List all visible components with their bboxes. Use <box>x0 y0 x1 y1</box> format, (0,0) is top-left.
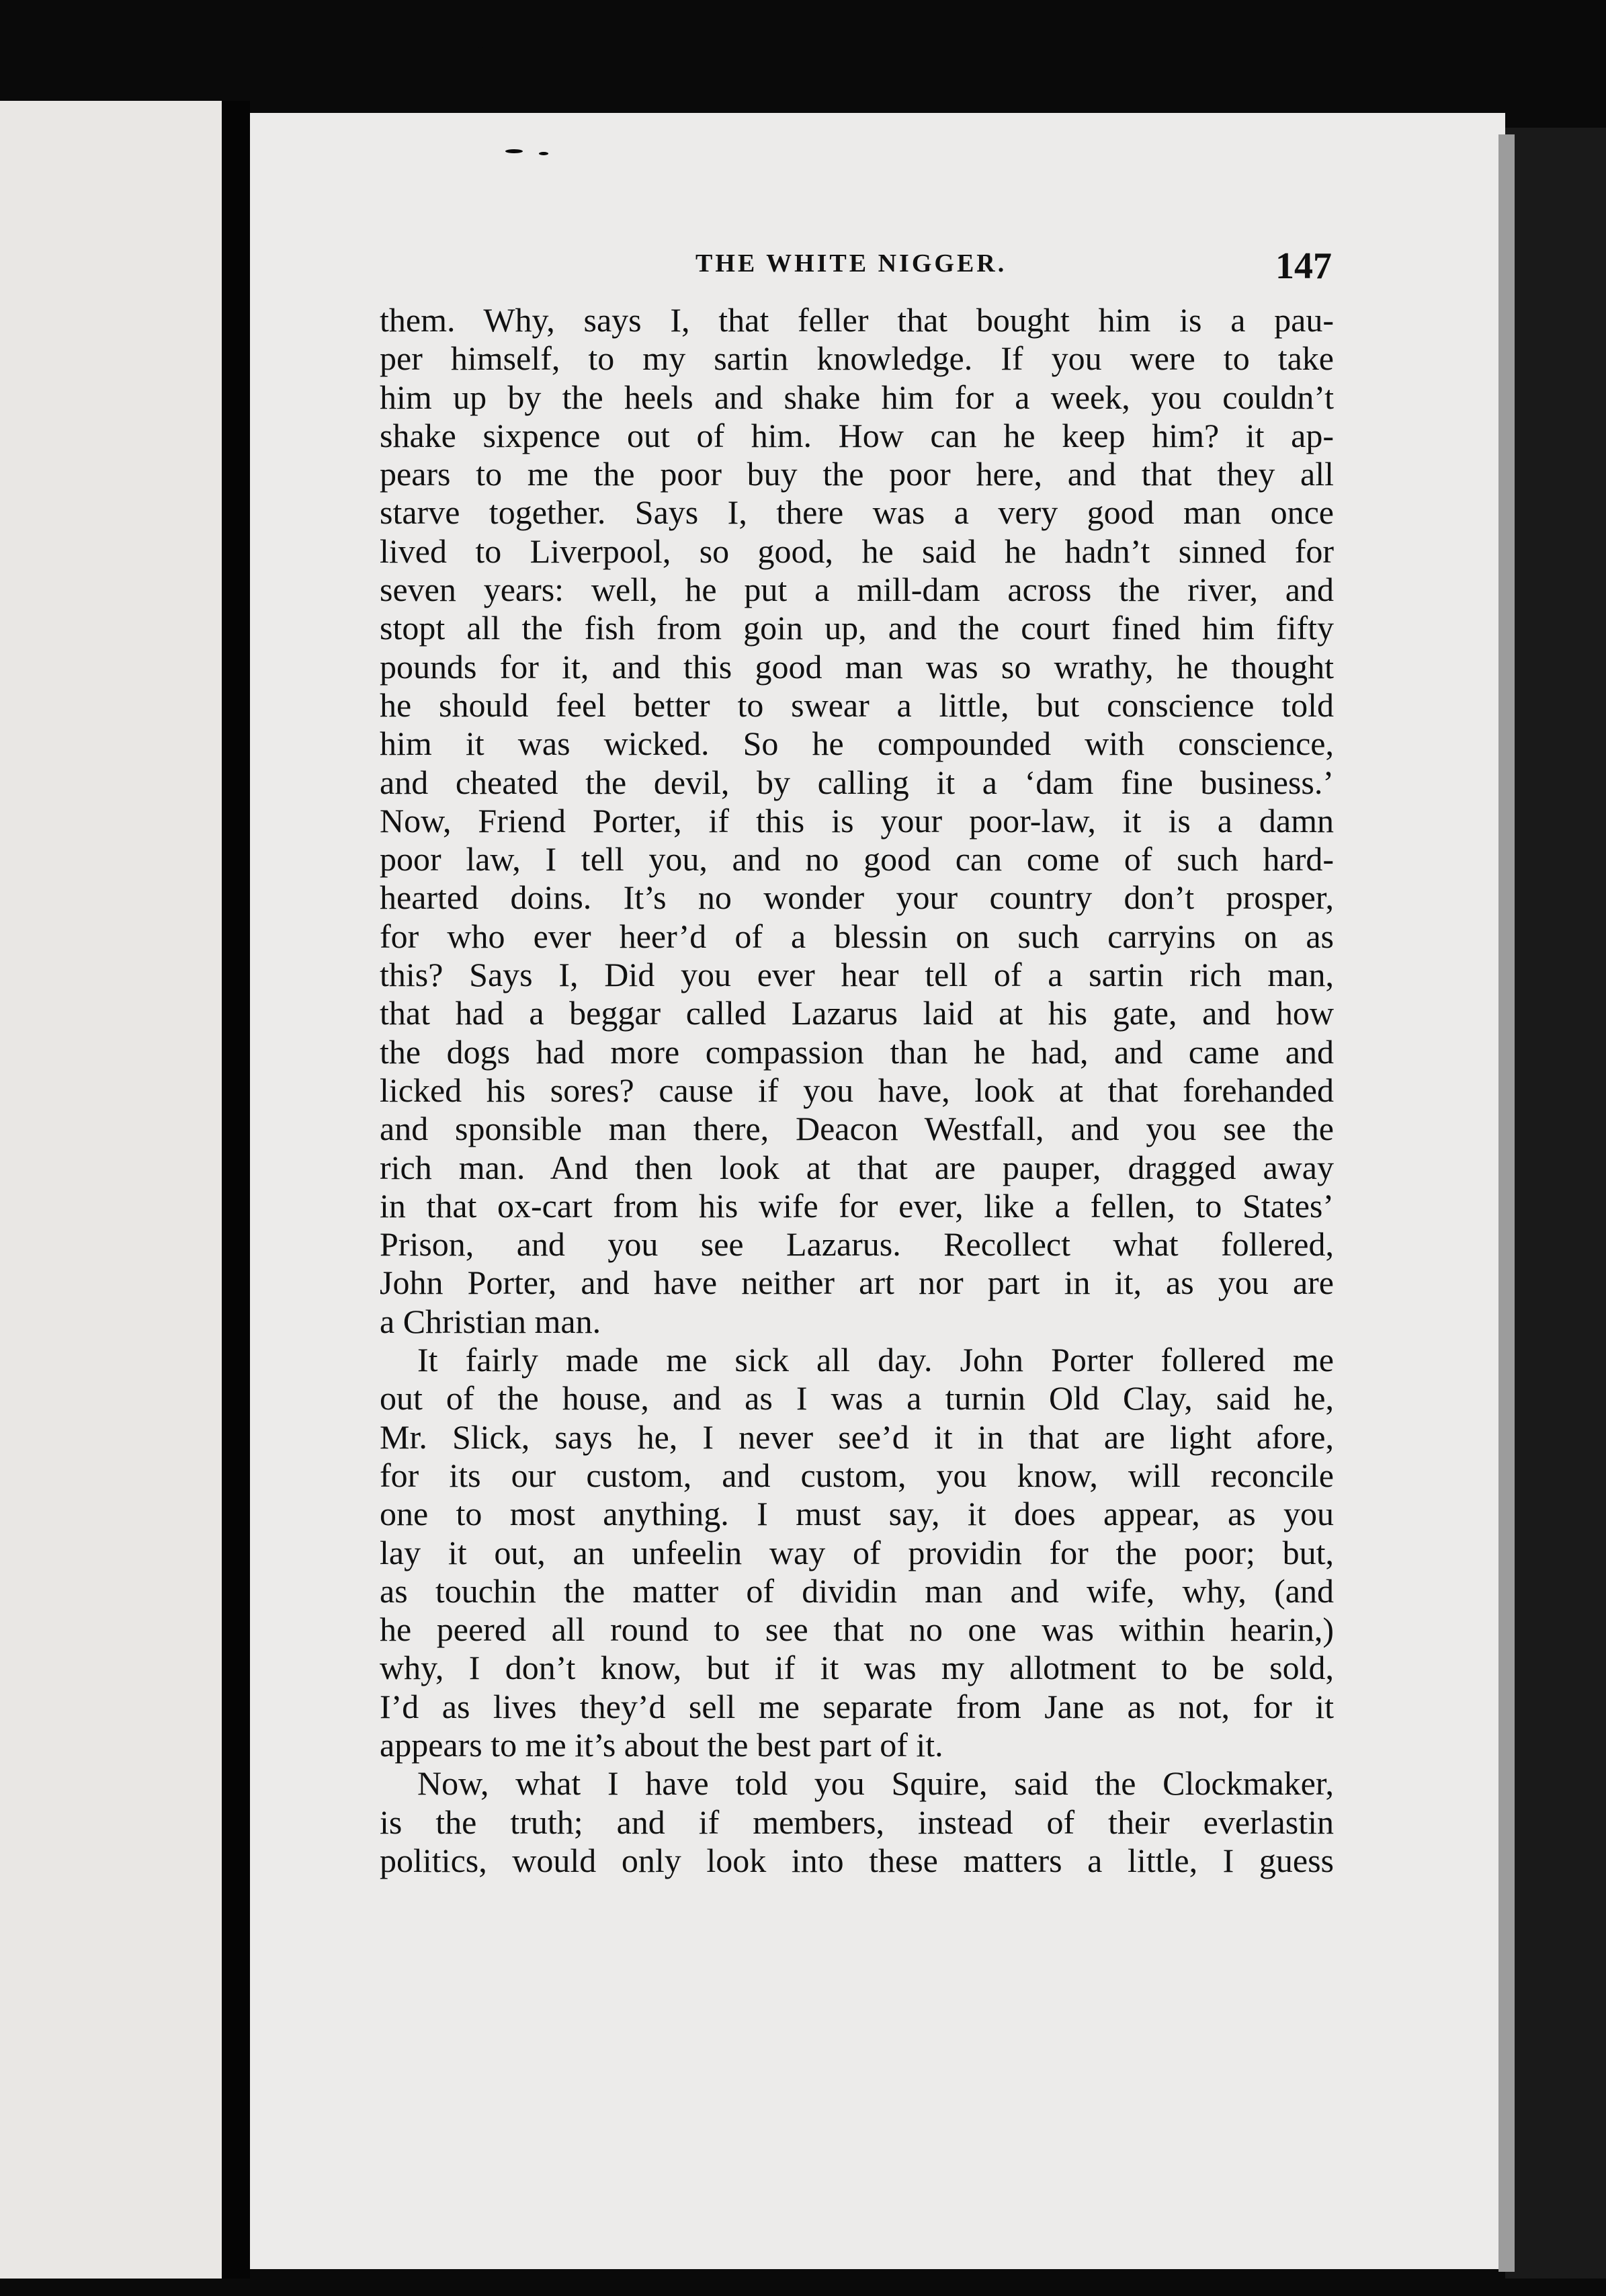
text-line: lived to Liverpool, so good, he said he hadn’t sinned for <box>380 532 1334 570</box>
text-line: I’d as lives they’d sell me separate from Jane as not, for it <box>380 1687 1334 1725</box>
text-line: per himself, to my sartin knowledge. If you were to take <box>380 339 1334 378</box>
running-header: THE WHITE NIGGER. <box>695 249 1007 278</box>
book-gutter <box>222 101 250 2279</box>
text-line: John Porter, and have neither art nor part in it, as you are <box>380 1264 1334 1302</box>
text-line: this? Says I, Did you ever hear tell of a sartin rich man, <box>380 956 1334 994</box>
text-line: one to most anything. I must say, it does appear, as you <box>380 1495 1334 1533</box>
text-line: a Christian man. <box>380 1302 601 1340</box>
text-line: them. Why, says I, that feller that bought him is a pau- <box>380 301 1334 339</box>
page-number: 147 <box>1275 245 1332 287</box>
text-line: for who ever heer’d of a blessin on such carryins on as <box>380 917 1334 955</box>
text-line: out of the house, and as I was a turnin Old Clay, said he, <box>380 1379 1334 1418</box>
text-line: pears to me the poor buy the poor here, and that they all <box>380 455 1334 493</box>
text-line: shake sixpence out of him. How can he keep him? it ap- <box>380 416 1334 454</box>
text-line: is the truth; and if members, instead of their everlastin <box>380 1803 1334 1841</box>
body-text <box>380 301 1334 1880</box>
page-shadow <box>1505 128 1606 2279</box>
text-line: the dogs had more compassion than he had, and came and <box>380 1032 1334 1071</box>
text-line: rich man. And then look at that are pauper, dragged away <box>380 1148 1334 1186</box>
text-line: and sponsible man there, Deacon Westfall, and you see the <box>380 1110 1334 1148</box>
text-line: him it was wicked. So he compounded with conscience, <box>380 725 1334 763</box>
text-line: for its our custom, and custom, you know, will reconcile <box>380 1456 1334 1494</box>
text-line: Prison, and you see Lazarus. Recollect what follered, <box>380 1225 1334 1264</box>
text-line: politics, would only look into these matters a little, I guess <box>380 1841 1334 1879</box>
text-line: licked his sores? cause if you have, look at that forehanded <box>380 1071 1334 1109</box>
text-line: as touchin the matter of dividin man and wife, why, (and <box>380 1571 1334 1610</box>
scan-speck <box>474 47 487 67</box>
text-line: and cheated the devil, by calling it a ‘dam fine business.’ <box>380 763 1334 801</box>
page-edge <box>1498 134 1515 2272</box>
text-line: in that ox-cart from his wife for ever, like a fellen, to States’ <box>380 1186 1334 1225</box>
text-line: It fairly made me sick all day. John Porter follered me <box>417 1341 1334 1379</box>
text-line: that had a beggar called Lazarus laid at his gate, and how <box>380 994 1334 1032</box>
text-line: pounds for it, and this good man was so wrathy, he thought <box>380 647 1334 686</box>
text-line: he should feel better to swear a little, but conscience told <box>380 686 1334 724</box>
scan-speck <box>539 152 548 155</box>
text-line: poor law, I tell you, and no good can come of such hard- <box>380 840 1334 878</box>
text-line: Now, what I have told you Squire, said the Clockmaker, <box>417 1764 1334 1803</box>
text-line: he peered all round to see that no one was within hearin,) <box>380 1610 1334 1649</box>
text-line: Mr. Slick, says he, I never see’d it in that are light afore, <box>380 1418 1334 1456</box>
text-line: starve together. Says I, there was a very good man once <box>380 493 1334 532</box>
text-line: why, I don’t know, but if it was my allotment to be sold, <box>380 1649 1334 1687</box>
text-line: stopt all the fish from goin up, and the court fined him fifty <box>380 609 1334 647</box>
scan-speck <box>505 149 523 153</box>
text-line: lay it out, an unfeelin way of providin for the poor; but, <box>380 1533 1334 1571</box>
text-line: him up by the heels and shake him for a week, you couldn’t <box>380 378 1334 416</box>
facing-page <box>0 101 222 2279</box>
text-line: appears to me it’s about the best part of it. <box>380 1725 943 1764</box>
text-line: Now, Friend Porter, if this is your poor-law, it is a damn <box>380 801 1334 839</box>
text-line: seven years: well, he put a mill-dam across the river, and <box>380 571 1334 609</box>
text-line: hearted doins. It’s no wonder your country don’t prosper, <box>380 878 1334 917</box>
